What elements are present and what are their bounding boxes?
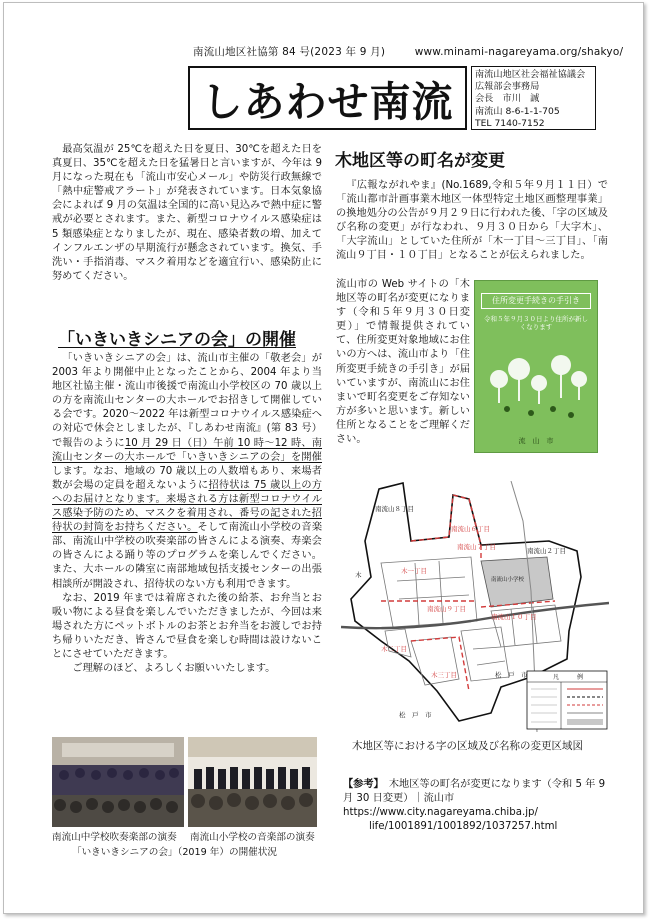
map-label: 南流山７丁目	[457, 543, 496, 551]
district-map	[341, 481, 609, 732]
newsletter-title: しあわせ南流	[201, 77, 454, 126]
map-label: 木三丁目	[431, 671, 457, 679]
senior-article	[52, 352, 322, 676]
map-legend	[527, 671, 607, 729]
tree-illustration	[483, 339, 591, 431]
website-url[interactable]: www.minami-nagareyama.org/shakyo/	[414, 46, 624, 58]
reference-url-1[interactable]: https://www.city.nagareyama.chiba.jp/	[343, 807, 538, 818]
map-label: 木一丁目	[401, 567, 427, 575]
svg-text:凡 例: 凡 例	[553, 674, 584, 681]
intro-article	[52, 143, 322, 284]
senior-paragraph-2: なお、2019 年までは着席された後の給茶、お弁当とお吸い物による昼食を楽しんでいただきましたが、今回は来場された方にペットボトルのお茶とお弁当をお渡しでお持ち帰りいただき、皆さんで昼食を楽しむ時間は設けないことにさせていただきます。	[52, 592, 322, 660]
map-label: 南流山２丁目	[527, 547, 566, 555]
issue-header	[193, 44, 623, 59]
reference-url-2[interactable]: life/1001891/1001892/1037257.html	[369, 821, 558, 832]
senior-paragraph-1: 「いきいきシニアの会」は、流山市主催の「敬老会」が 2003 年より開催中止となったことから、2004 年より当地区社協主催・流山市後援で南流山小学校区の 70 歳以上の方を南流山センターの大ホールでお招きして開催している会です。2020～2022 年は新型コロナウイルス感染症への対応で休会としましたが、『しあわせ南流』(第 83 号）で報告のように10 月 29 日（日）午前 10 時～12 時、南流山センターの大ホールで「いきいきシニアの会」を開催します。なお、地域の 70 歳以上の人数増もあり、来場者数が会場の定員を超えないように招待状は 75 歳以上の方へのお届けとなります。来場される方は新型コロナウイルス感染予防のため、マスクを着用され、番号の記された招待状の封筒をお持ちください。そして南流山小学校の音楽部、南流山中学校の吹奏楽部の皆さんによる演奏、寿楽会の皆さんによる踊り等のプログラムを楽しんでください。また、大ホールの隣室に南部地域包括支援センターの出張相談所が開設され、招待状のない方も利用できます。	[52, 353, 323, 590]
choir-photo-caption: 南流山小学校の音楽部の演奏	[190, 832, 315, 843]
map-label: 南流山１０丁目	[491, 613, 537, 621]
guidebook-title: 住所変更手続きの手引き	[481, 293, 591, 309]
guidebook-subtitle: 令和５年９月３０日より住所が新しくなります	[484, 315, 588, 331]
map-label: 南流山９丁目	[427, 605, 466, 613]
map-label: 木二丁目	[381, 645, 407, 653]
map-label: 木	[355, 571, 362, 579]
senior-paragraph-3: ご理解のほど、よろしくお願いいたします。	[72, 663, 276, 675]
invitation-note-underlined: 招待状は 75 歳以上の方へのお届けとなります。来場される方は新型コロナウイルス感染予防のため、マスクを着用され、番号の記された招待状の封筒をお持ちください。	[52, 479, 322, 534]
map-label: 松 戸 市	[495, 671, 528, 679]
band-photo	[52, 737, 184, 827]
map-label: 南流山小学校	[491, 577, 525, 583]
reference-line	[343, 778, 608, 806]
map-label: 南流山６丁目	[451, 525, 490, 533]
townname-paragraph-2: 流山市の Web サイトの「木地区等の町名が変更になります（令和５年９月３０日変更）」で情報提供されていて、住所変更対象地域にお住いの方へは、流山市より「住所変更手続きの手引き」が届いていますが、南流山にお住まいで町名変更をご存知ない方が多いと思います。新しい住所となることをご理解ください。	[336, 279, 470, 446]
townname-article-top	[336, 179, 608, 264]
townname-heading: 木地区等の町名が変更	[335, 151, 505, 171]
reference-block	[343, 778, 608, 834]
senior-heading: 「いきいきシニアの会」の開催	[58, 330, 296, 350]
band-photo-caption: 南流山中学校吹奏楽部の演奏	[52, 832, 177, 843]
issue-number: 南流山地区社協第 84 号(2023 年 9 月)	[193, 46, 386, 58]
map-caption: 木地区等における字の区域及び名称の変更区域図	[352, 740, 583, 752]
map-label: 南流山８丁目	[375, 505, 414, 513]
reference-label: 【参考】	[343, 779, 379, 790]
publisher-line: 会長 市川 誠	[475, 93, 540, 105]
townname-paragraph-1: 『広報ながれやま』(No.1689,令和５年９月１１日）で「流山都市計画事業木地区一体型特定土地区画整理事業」の換地処分の公告が９月２９日に行われた後、「字の区域及び名称の変更」が行なわれ、９月３０日から「大字木」、「大字流山」としていた住所が「木一丁目～三丁目」、「南流山９丁目・１０丁目」となることが伝えられました。	[336, 180, 608, 262]
map-label: 松 戸 市	[399, 711, 432, 719]
reference-title: 木地区等の町名が変更になります（令和 5 年 9 月 30 日変更）｜流山市	[343, 779, 606, 804]
publisher-line: TEL 7140-7152	[475, 117, 545, 129]
intro-paragraph: 最高気温が 25℃を超えた日を夏日、30℃を超えた日を真夏日、35℃を超えた日を猛暑日と言いますが、今年は 9 月になった現在も「流山市安心メール」や防災行政無線で「熱中症警戒アラート」が発表されています。日本気象協会によれば 9 月の気温は全国的に高い見込みで熱中症に警戒が必要とされます。また、新型コロナウイルス感染症は 5 類感染症となりましたが、現在、感染者数の増、加えてインフルエンザの早期流行が懸念されています。換気、手洗い・手指消毒、マスク着用などを適宜行い、感染防止に努めてください。	[52, 144, 322, 282]
publisher-box	[471, 66, 596, 130]
masthead	[188, 66, 467, 130]
choir-photo	[188, 737, 317, 827]
townname-article-side	[336, 278, 470, 447]
event-date-underlined: 10 月 29 日（日）午前 10 時～12 時、南流山センターの大ホールで「いきいきシニアの会」を開催	[52, 437, 322, 463]
publisher-line: 南流山 8-6-1-1-705	[475, 105, 560, 117]
publisher-line: 南流山地区社会福祉協議会	[475, 69, 586, 80]
guidebook-cover	[474, 280, 598, 453]
photos-caption: 「いきいきシニアの会」（2019 年）の開催状況	[72, 847, 277, 858]
publisher-line: 広報部会事務局	[475, 81, 540, 93]
guidebook-city: 流 山 市	[518, 437, 554, 445]
